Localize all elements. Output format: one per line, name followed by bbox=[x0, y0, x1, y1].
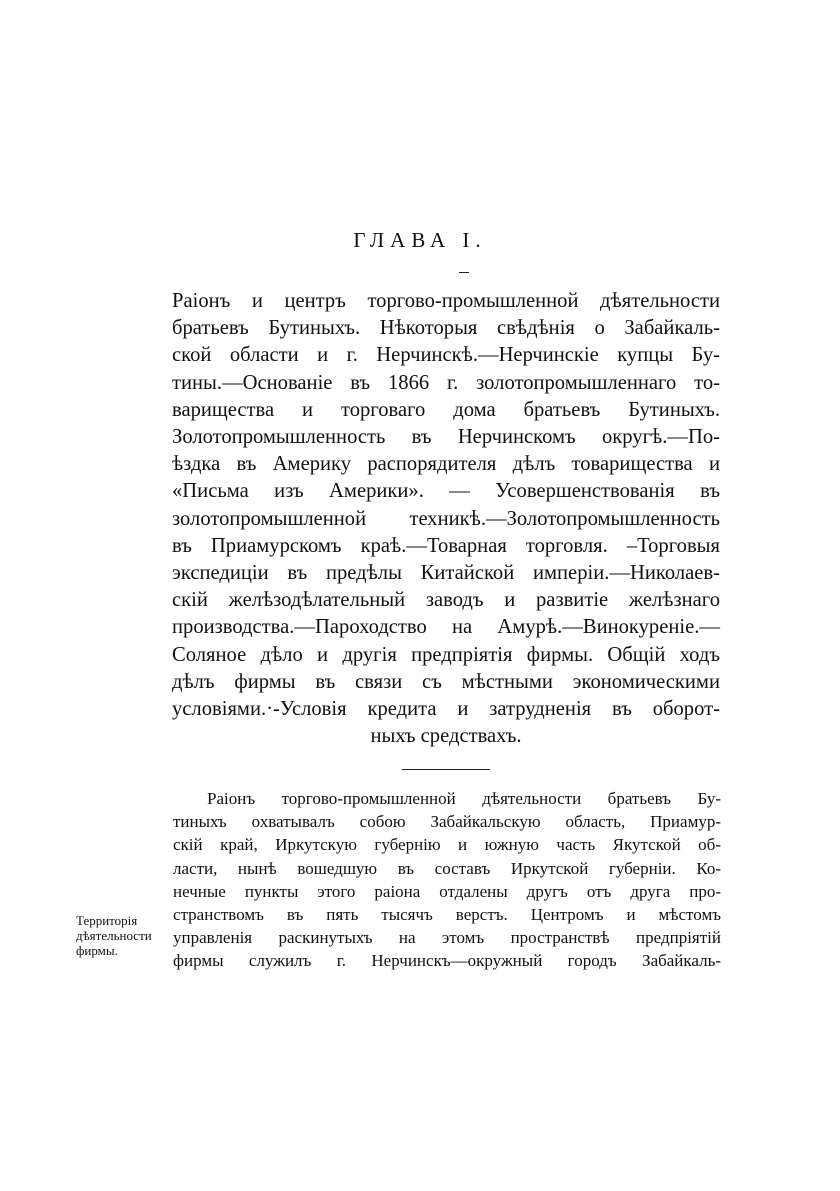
body-line: Раіонъ торгово-промышленной дѣятельности братьевъ Бу- bbox=[207, 789, 721, 808]
summary-line: ѣздка въ Америку распорядителя дѣлъ товарищества и bbox=[172, 453, 720, 476]
margin-note-line: фирмы. bbox=[76, 943, 118, 958]
summary-line: въ Приамурскомъ краѣ.—Товарная торговля. –Торговыя bbox=[172, 534, 720, 557]
summary-line: производства.—Пароходство на Амурѣ.—Винокуреніе.— bbox=[172, 616, 720, 639]
body-line: ласти, нынѣ вошедшую въ составъ Иркутской губерніи. Ко- bbox=[173, 858, 721, 878]
chapter-title: ГЛАВА I. bbox=[353, 228, 487, 252]
body-paragraph bbox=[173, 787, 721, 973]
body-line: управленія раскинутыхъ на этомъ пространствѣ предпріятій bbox=[173, 928, 721, 948]
summary-line: скій желѣзодѣлательный заводъ и развитіе желѣзнаго bbox=[172, 589, 720, 612]
margin-note bbox=[76, 913, 152, 958]
summary-line: ныхъ средствахъ. bbox=[370, 725, 522, 748]
summary-line: условіями.·-Условія кредита и затрудненія въ оборот- bbox=[172, 698, 720, 721]
body-line: нечные пункты этого раіона отдалены другъ отъ друга про- bbox=[173, 881, 721, 901]
section-divider bbox=[402, 769, 490, 770]
margin-note-line: дѣятельности bbox=[76, 928, 152, 943]
body-line: странствомъ въ пять тысячъ верстъ. Центромъ и мѣстомъ bbox=[173, 905, 721, 925]
summary-line: ской области и г. Нерчинскѣ.—Нерчинскіе купцы Бу- bbox=[172, 344, 720, 367]
summary-line: Раіонъ и центръ торгово-промышленной дѣятельности bbox=[172, 290, 720, 312]
summary-line: Соляное дѣло и другія предпріятія фирмы. Общій ходъ bbox=[172, 643, 720, 666]
body-line: скій край, Иркутскую губернію и южную часть Якутской об- bbox=[173, 835, 721, 855]
summary-line: экспедиціи въ предѣлы Китайской имперіи.—Николаев- bbox=[172, 562, 720, 585]
body-line: фирмы служилъ г. Нерчинскъ—окружный городъ Забайкаль- bbox=[173, 951, 721, 971]
summary-line: варищества и торговаго дома братьевъ Бутиныхъ. bbox=[172, 398, 720, 421]
body-line: тиныхъ охватывалъ собою Забайкальскую область, Приамур- bbox=[173, 812, 721, 832]
summary-line: дѣлъ фирмы въ связи съ мѣстными экономическими bbox=[172, 670, 720, 693]
chapter-summary bbox=[172, 288, 720, 750]
summary-line: братьевъ Бутиныхъ. Нѣкоторыя свѣдѣнія о Забайкаль- bbox=[172, 317, 720, 340]
margin-note-line: Территорія bbox=[76, 913, 138, 928]
title-dash bbox=[459, 272, 469, 273]
summary-line: «Письма изъ Америки». — Усовершенствованія въ bbox=[172, 480, 720, 503]
summary-line: Золотопромышленность въ Нерчинскомъ округѣ.—По- bbox=[172, 426, 720, 449]
summary-line: золотопромышленной техникѣ.—Золотопромышленность bbox=[172, 507, 720, 530]
summary-line: тины.—Основаніе въ 1866 г. золотопромышленнаго то- bbox=[172, 371, 720, 394]
